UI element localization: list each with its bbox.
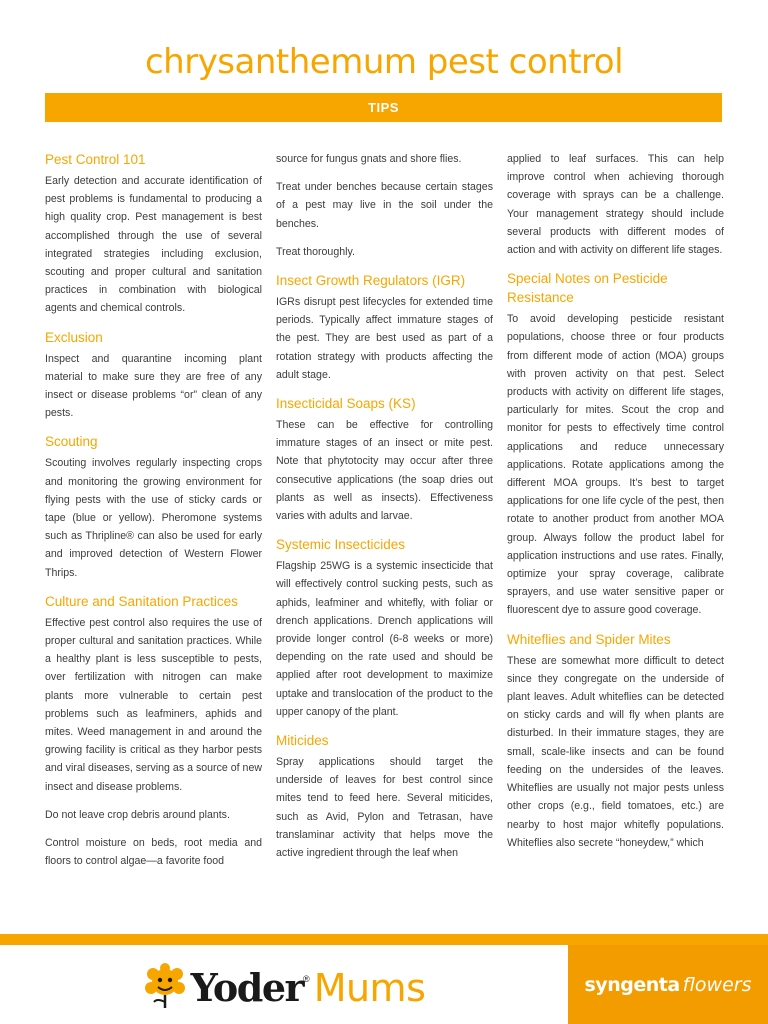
heading-systemic-insecticides: Systemic Insecticides [276,537,406,553]
footer-stripe [0,934,768,945]
syngenta-flowers-logo [568,945,768,1024]
column-3 [507,150,724,852]
heading-igr: Insect Growth Regulators (IGR) [276,273,466,289]
page-title: chrysanthemum pest control [144,42,624,82]
brand-yoder: Yoder [190,964,304,1010]
brand-mums: Mums [313,965,426,1010]
heading-miticides: Miticides [276,733,329,749]
content-columns [45,150,723,900]
paragraph-treat-thoroughly: Treat thoroughly. [276,245,355,258]
yoder-mums-logo [0,945,568,1024]
paragraph-leaf-surfaces: applied to leaf surfaces. This can help improve control when achieving thorough coverage with sprays can be a challenge. Your management strategy should include several products with different modes of action and with activity on different life stages. [507,153,724,257]
column-2 [276,150,493,862]
heading-scouting: Scouting [45,434,98,450]
paragraph-control-moisture: Control moisture on beds, root media and floors to control algae—a favorite food [45,837,262,868]
column-1 [45,150,262,871]
yoder-mums-wordmark [143,960,426,1010]
heading-pest-control-101: Pest Control 101 [45,152,146,167]
paragraph-culture-sanitation: Effective pest control also requires the use of proper cultural and sanitation practices. While a healthy plant is less susceptible to pests, over fertilization with nitrogen can make plants more vulnerable to certain pest problems such as leafminers, aphids and mites. Weed management in and around the growing facility is critical as they harbor pests and viral diseases, serving as a source of new insect and disease problems. [45,616,262,793]
heading-exclusion: Exclusion [45,329,103,345]
paragraph-miticides: Spray applications should target the underside of leaves for best control since mites tend to feed here. Several miticides, such as Avid, Pylon and Tetrasan, have translaminar activity that helps move the active ingredient through the leaf when [276,756,493,860]
paragraph-whiteflies-spider-mites: These are somewhat more difficult to detect since they congregate on the underside of plant leaves. Adult whiteflies can be detected on sticky cards and will fly when plants are disturbed. In their immature stages, they are small, scale-like insects and can be found feeding on the undersides of the leaves. Whiteflies are usually not major pests unless other crops (e.g., field tomatoes, etc.) are nearby to host major whitefly populations. Whiteflies also secrete “honeydew,” which [507,654,724,849]
paragraph-pest-control-101: Early detection and accurate identification of pest problems is fundamental to producing a high quality crop. Pest management is best accomplished through the use of several integrated strategies including exclusion, scouting and proper cultural and sanitation practices in combination with biological agents and chemical controls. [45,175,262,315]
paragraph-crop-debris: Do not leave crop debris around plants. [45,808,230,821]
brand-registered: ® [303,973,310,984]
paragraph-igr: IGRs disrupt pest lifecycles for extended time periods. Typically affect immature stages of the pest. They are best used as part of a rotation strategy with products affecting the adult stage. [276,296,493,381]
heading-culture-sanitation: Culture and Sanitation Practices [45,593,238,609]
paragraph-fungus-gnats: source for fungus gnats and shore flies. [276,153,462,165]
paragraph-insecticidal-soaps: These can be effective for controlling immature stages of an insect or mite pest. Note that phytotocity may occur after three consecutive applications (the soap dries out plants as well as insects). Effectiveness varies with adults and larvae. [276,419,493,523]
paragraph-scouting: Scouting involves regularly inspecting crops and monitoring the growing environment for flying pests with the use of sticky cards or tape (blue or yellow). Pheromone systems such as Thripline® can also be used for early and improved detection of Western Flower Thrips. [45,457,262,579]
paragraph-exclusion: Inspect and quarantine incoming plant material to make sure they are free of any insect or disease problems “or” clean of any pests. [45,352,262,420]
paragraph-under-benches: Treat under benches because certain stages of a pest may live in the soil under the benches. [276,181,493,230]
flower-mascot-icon [143,962,187,1010]
paragraph-systemic-insecticides: Flagship 25WG is a systemic insecticide that will effectively control sucking pests, such as aphids, leafminer and whitefly, with foliar or drench applications. Drench applications will provide longer control (6-8 weeks or more) depending on the rate used and should be applied after root development to maximize uptake and translocation of the product to the upper canopy of the plant. [276,560,493,718]
heading-whiteflies-spider-mites: Whiteflies and Spider Mites [507,631,671,647]
heading-pesticide-resistance: Special Notes on Pesticide Resistance [507,271,668,306]
tips-banner: TIPS [45,93,722,122]
heading-insecticidal-soaps: Insecticidal Soaps (KS) [276,396,416,412]
brand-flowers: flowers [682,973,752,996]
paragraph-pesticide-resistance: To avoid developing pesticide resistant populations, choose three or four products from different mode of action (MOA) groups with proven activity on that pest. Select products with activity on different life stages, particularly for mites. Scout the crop and monitor for pests to effectively time control applications and reduce unnecessary applications. Rotate applications among the different MOA groups. It’s best to target applications for one life cycle of the pest, then rotate to another product from another MOA group. Always follow the product label for application instructions and use rates. Finally, optimize your spray coverage, calibrate sprayers, and use water sensitive paper or fluorescent dye to assure good coverage. [507,313,724,617]
brand-syngenta: syngenta [584,973,680,996]
